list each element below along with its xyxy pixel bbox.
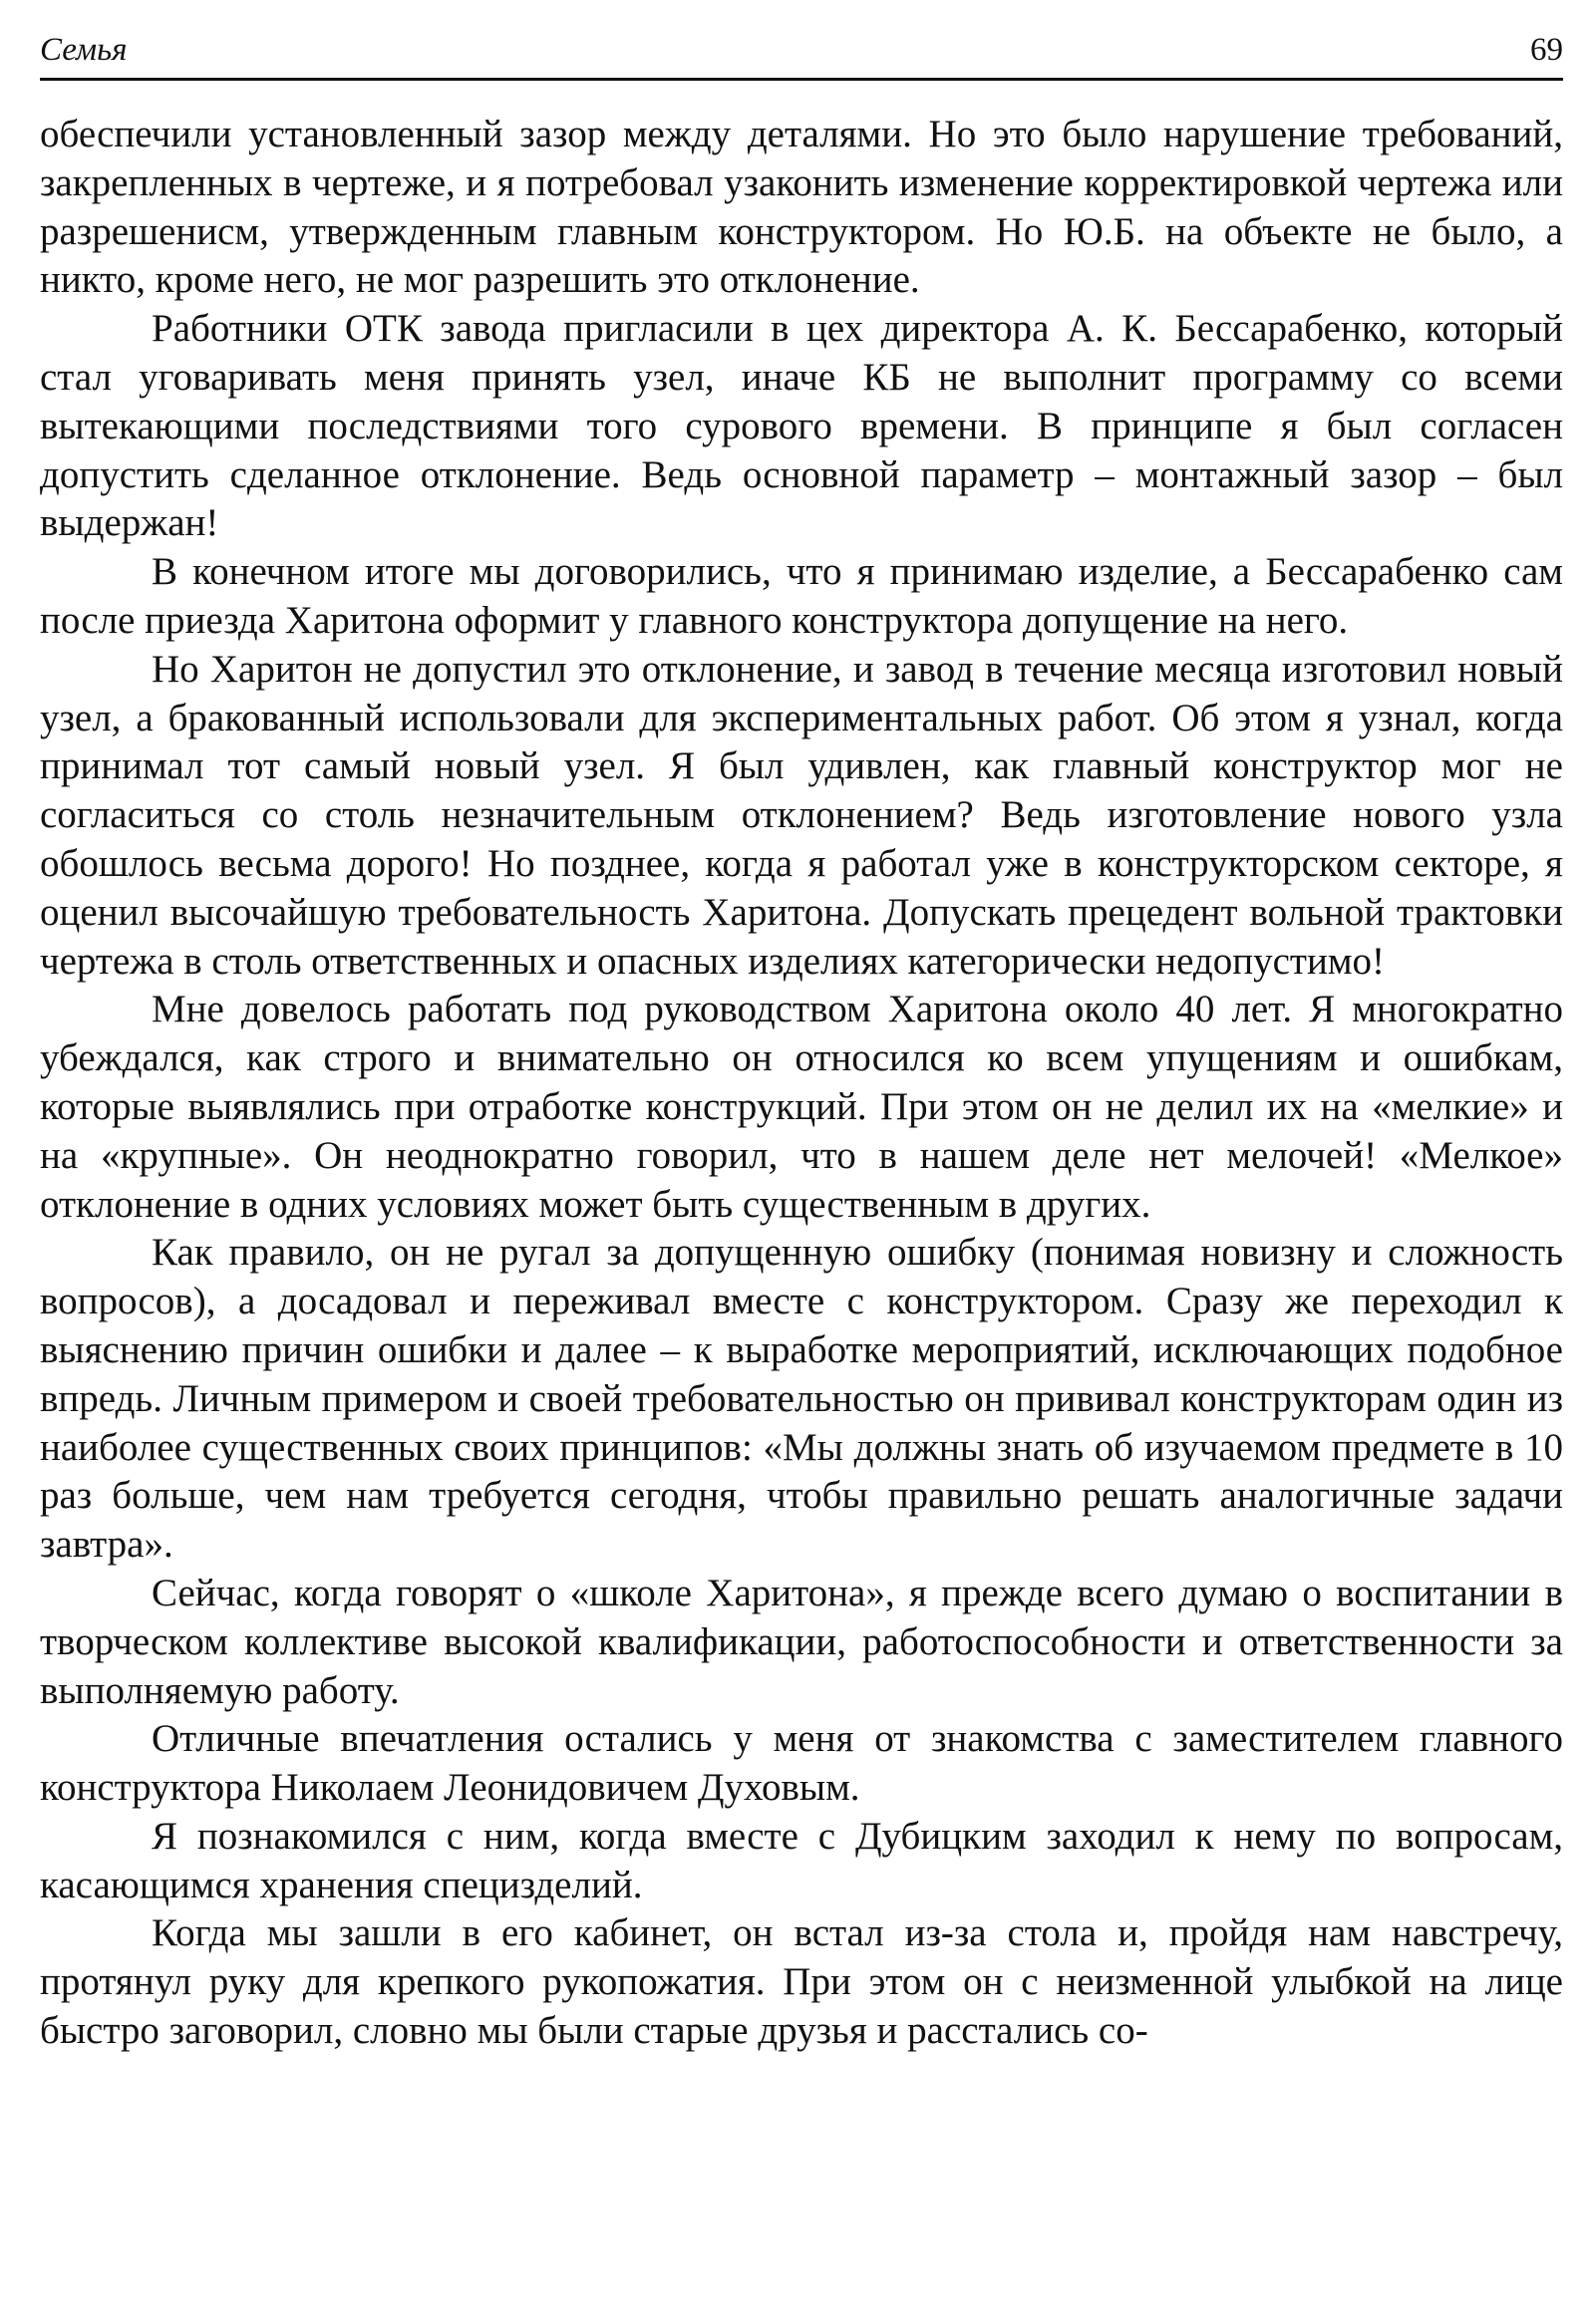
book-page — [40, 22, 1563, 2304]
paragraph: Мне довелось работать под руководством Харитона около 40 лет. Я многократно убеждался, как строго и внимательно он относился ко всем упущениям и ошибкам, которые выявлялись при отработке конструкций. При этом он не делил их на «мелкие» и на «крупные». Он неоднократно говорил, что в нашем деле нет мелочей! «Мелкое» отклонение в одних условиях может быть существенным в других. — [40, 988, 1563, 1226]
paragraph: Работники ОТК завода пригласили в цех директора А. К. Бессарабенко, который стал уговаривать меня принять узел, иначе КБ не выполнит программу со всеми вытекающими последствиями того сурового времени. В принципе я был согласен допустить сделанное отклонение. Ведь основной параметр – монтажный зазор – был выдержан! — [40, 307, 1563, 545]
running-head — [40, 22, 1563, 81]
paragraph: Сейчас, когда говорят о «школе Харитона», я прежде всего думаю о воспитании в творческом коллективе высокой квалификации, работоспособности и ответственности за выполняемую работу. — [40, 1571, 1563, 1712]
paragraph: Отличные впечатления остались у меня от знакомства с заместителем главного конструктора Николаем Леонидовичем Духовым. — [40, 1717, 1563, 1810]
paragraph: Я познакомился с ним, когда вместе с Дубицким заходил к нему по вопросам, касающимся хранения специзделий. — [40, 1814, 1563, 1906]
paragraph: Как правило, он не ругал за допущенную ошибку (понимая новизну и сложность вопросов), а досадовал и переживал вместе с конструктором. Сразу же переходил к выяснению причин ошибки и далее – к выработке мероприятий, исключающих подобное впредь. Личным примером и своей требовательностью он прививал конструкторам один из наиболее существенных своих принципов: «Мы должны знать об изучаемом предмете в 10 раз больше, чем нам требуется сегодня, чтобы правильно решать аналогичные задачи завтра». — [40, 1231, 1563, 1567]
paragraph: обеспечили установленный зазор между деталями. Но это было нарушение требований, закрепленных в чертеже, и я потребовал узаконить изменение корректировкой чертежа или разрешенисм, утвержденным главным конструктором. Но Ю.Б. на объекте не было, а никто, кроме него, не мог разрешить это отклонение. — [40, 113, 1563, 302]
body-text — [40, 111, 1563, 2056]
paragraph: В конечном итоге мы договорились, что я принимаю изделие, а Бессарабенко сам после приезда Харитона оформит у главного конструктора допущение на него. — [40, 550, 1563, 642]
paragraph: Но Харитон не допустил это отклонение, и завод в течение месяца изготовил новый узел, а бракованный использовали для экспериментальных работ. Об этом я узнал, когда принимал тот самый новый узел. Я был удивлен, как главный конструктор мог не согласиться со столь незначительным отклонением? Ведь изготовление нового узла обошлось весьма дорого! Но позднее, когда я работал уже в конструкторском секторе, я оценил высочайшую требовательность Харитона. Допускать прецедент вольной трактовки чертежа в столь ответственных и опасных изделиях категорически недопустимо! — [40, 647, 1563, 983]
page-number: 69 — [1530, 32, 1563, 68]
running-title: Семья — [40, 32, 128, 68]
paragraph: Когда мы зашли в его кабинет, он встал из-за стола и, пройдя нам навстречу, протянул руку для крепкого рукопожатия. При этом он с неизменной улыбкой на лице быстро заговорил, словно мы были старые друзья и расстались со- — [40, 1911, 1563, 2053]
